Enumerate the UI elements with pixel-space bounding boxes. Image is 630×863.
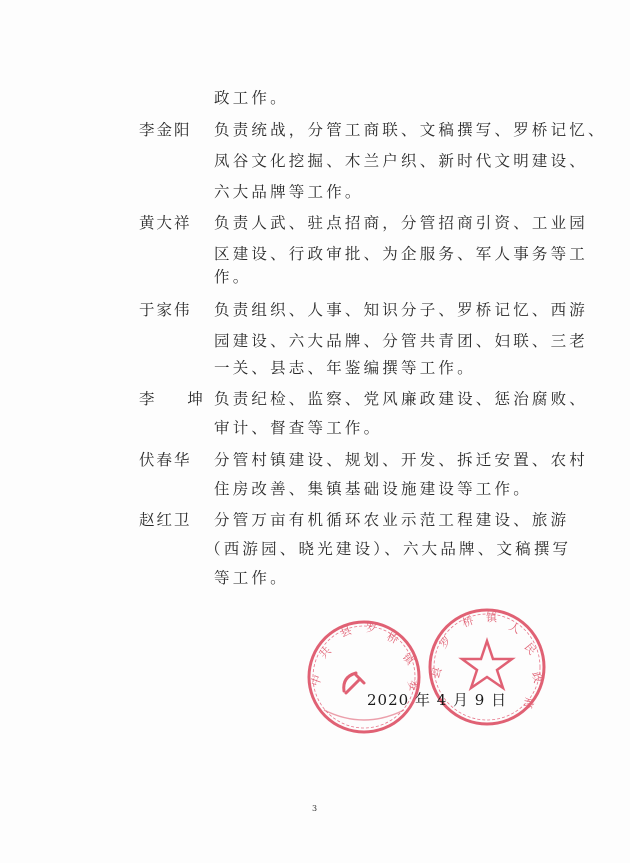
text-line: 等工作。 xyxy=(214,569,289,587)
svg-text:镇: 镇 xyxy=(486,611,497,624)
svg-text:镇: 镇 xyxy=(399,650,417,668)
svg-text:政: 政 xyxy=(529,670,545,685)
text-line: 负责人武、驻点招商，分管招商引资、工业园 xyxy=(214,214,589,232)
text-line: 作。 xyxy=(214,268,252,286)
svg-text:共: 共 xyxy=(316,644,334,662)
svg-text:县: 县 xyxy=(428,665,445,681)
person-name: 李金阳 xyxy=(139,121,192,139)
text-line: 区建设、行政审批、为企服务、军人事务等工 xyxy=(214,245,589,263)
person-name: 李 坤 xyxy=(139,390,217,408)
text-line: 分管万亩有机循环农业示范工程建设、旅游 xyxy=(214,511,570,529)
page-number: 3 xyxy=(312,804,318,813)
svg-text:罗: 罗 xyxy=(366,621,377,634)
seal-right-stamp xyxy=(424,605,550,729)
svg-text:中: 中 xyxy=(308,673,325,689)
text-line: 住房改善、集镇基础设施建设等工作。 xyxy=(214,480,532,498)
person-name: 黄大祥 xyxy=(139,214,192,232)
text-line: 分管村镇建设、规划、开发、拆迁安置、农村 xyxy=(214,451,589,469)
document-date: 2020 年 4 月 9 日 xyxy=(367,691,508,709)
person-name: 伏春华 xyxy=(139,451,192,469)
person-name: 于家伟 xyxy=(139,301,192,319)
text-line: 审计、督查等工作。 xyxy=(214,419,383,437)
person-name: 赵红卫 xyxy=(139,511,192,529)
svg-text:府: 府 xyxy=(521,696,536,710)
text-line: 六大品牌等工作。 xyxy=(214,183,364,201)
svg-text:委: 委 xyxy=(405,678,421,693)
svg-text:桥: 桥 xyxy=(384,629,401,647)
text-line: 负责纪检、监察、党风廉政建设、惩治腐败、 xyxy=(214,390,589,408)
svg-text:桥: 桥 xyxy=(460,613,476,630)
text-line: 负责组织、人事、知识分子、罗桥记忆、西游 xyxy=(214,301,589,319)
svg-text:人: 人 xyxy=(506,619,523,637)
text-line: 一关、县志、年鉴编撰等工作。 xyxy=(214,359,476,377)
text-line: 负责统战，分管工商联、文稿撰写、罗桥记忆、 xyxy=(214,121,607,139)
text-line: 园建设、六大品牌、分管共青团、妇联、三老 xyxy=(214,332,589,350)
text-line: 凤谷文化挖掘、木兰户织、新时代文明建设、 xyxy=(214,152,589,170)
seal-left-stamp xyxy=(304,615,424,739)
text-line: 政工作。 xyxy=(214,89,289,107)
svg-text:罗: 罗 xyxy=(436,634,454,652)
svg-text:民: 民 xyxy=(521,640,539,658)
text-line: （西游园、晓光建设）、六大品牌、文稿撰写 xyxy=(205,540,572,558)
svg-text:县: 县 xyxy=(338,623,354,640)
